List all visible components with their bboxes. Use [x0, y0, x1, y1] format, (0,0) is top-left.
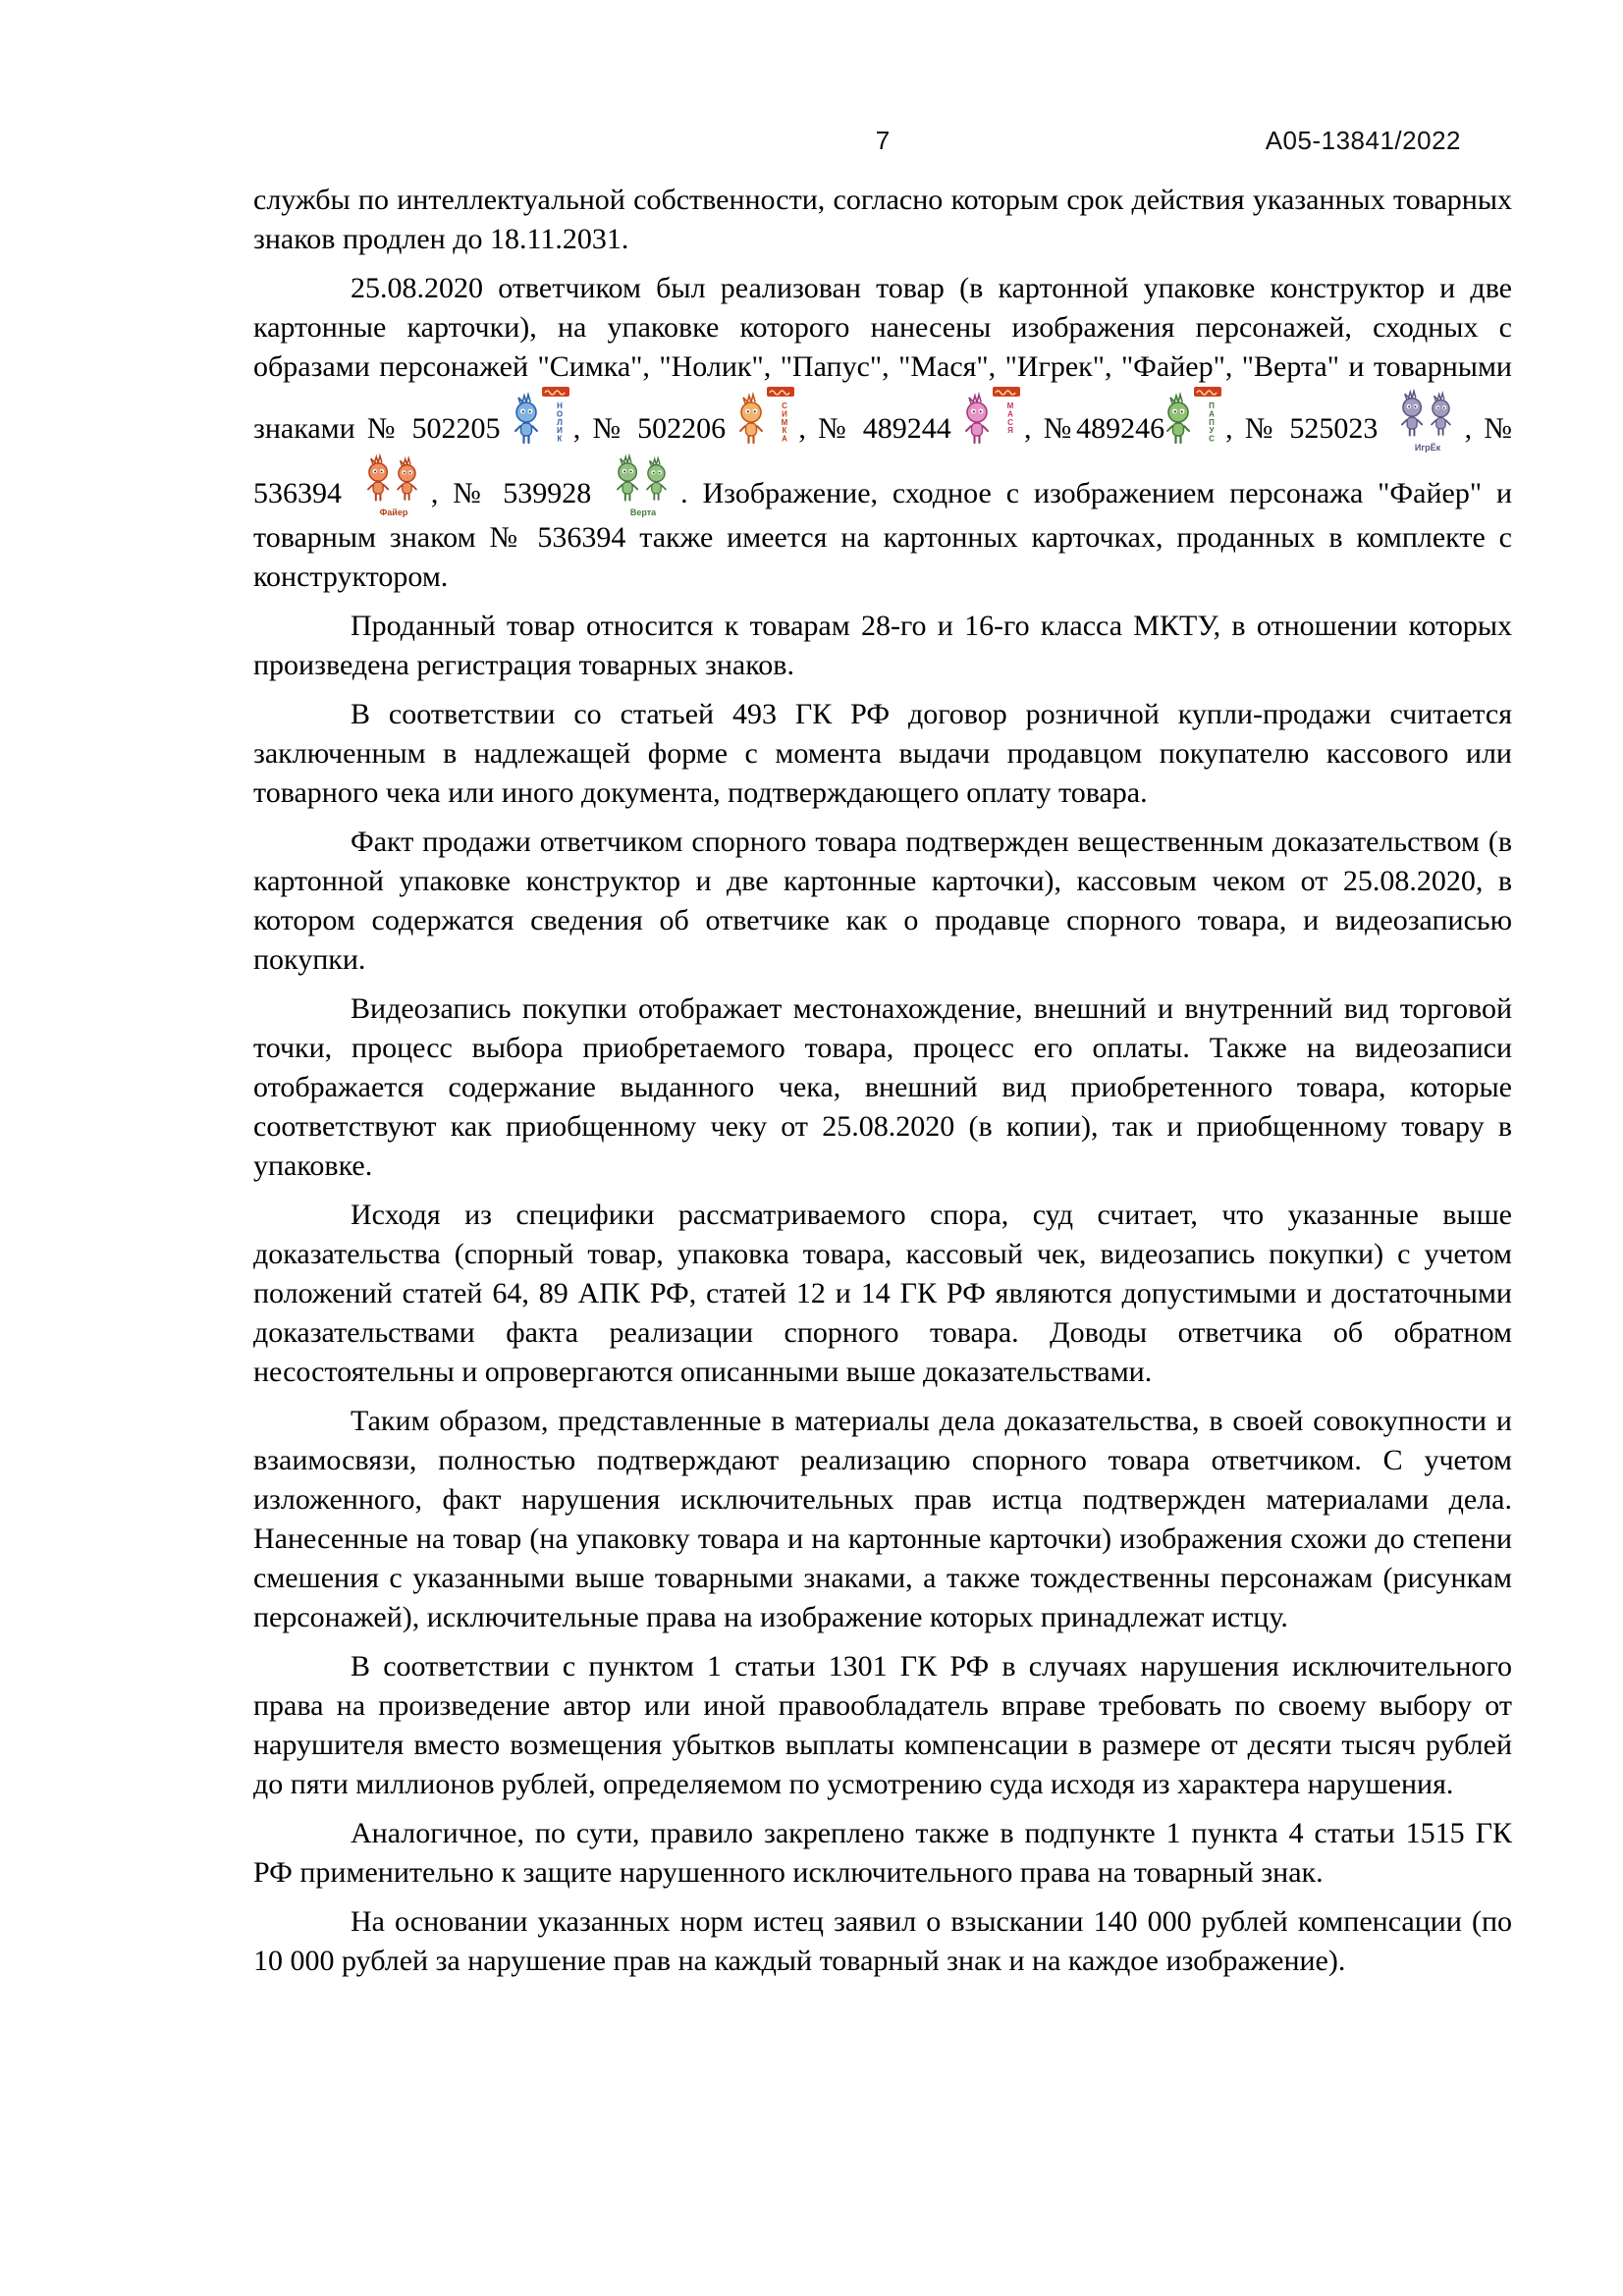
paragraph [253, 1647, 1512, 1804]
svg-text:ИгрЁк: ИгрЁк [1414, 443, 1440, 453]
page-number: 7 [875, 126, 891, 155]
paragraph [253, 823, 1512, 980]
text-run: 25.08.2020 ответчиком был реализован товар (в картонной упаковке конструктор и две картонные карточки), на упаковке которого нанесены изображения персонажей, сходных с образами персонажей "Симка", "Нолик", "Папус", "Мася", "Игрек", "Файер", "Верта" и товарными знаками № 502205 [253, 272, 1512, 445]
trademark-figure-525023-icon [1390, 389, 1465, 454]
trademark-figure-489246-icon [1164, 387, 1225, 448]
text-run: , № 539928 [430, 477, 607, 509]
trademark-figure-539928-icon [606, 454, 680, 518]
trademark-figure-502205-icon [513, 387, 573, 448]
svg-text:МАСЯ: М А С Я [1006, 401, 1014, 436]
trademark-figure-489244-icon [963, 387, 1024, 448]
paragraph [253, 269, 1512, 597]
text-run: В соответствии со статьей 493 ГК РФ договор розничной купли-продажи считается заключенным в надлежащей форме с момента выдачи продавцом покупателю кассового или товарного чека или иного документа, подтверждающего оплату товара. [253, 698, 1512, 809]
text-run: , № 502206 [572, 412, 738, 445]
svg-text:СИМКА: С И М К А [782, 401, 788, 444]
text-run: Проданный товар относится к товарам 28-го и 16-го класса МКТУ, в отношении которых произведена регистрация товарных знаков. [253, 610, 1512, 681]
paragraph [253, 1814, 1512, 1893]
text-run: Аналогичное, по сути, правило закреплено также в подпункте 1 пункта 4 статьи 1515 ГК РФ применительно к защите нарушенного исключительного права на товарный знак. [253, 1817, 1512, 1889]
trademark-figure-536394-icon [356, 454, 431, 518]
paragraph [253, 989, 1512, 1186]
text-run: На основании указанных норм истец заявил о взыскании 140 000 рублей компенсации (по 10 000 рублей за нарушение прав на каждый товарный знак и на каждое изображение). [253, 1905, 1512, 1977]
text-run: Исходя из специфики рассматриваемого спора, суд считает, что указанные выше доказательства (спорный товар, упаковка товара, кассовый чек, видеозапись покупки) с учетом положений статей 64, 89 АПК РФ, статей 12 и 14 ГК РФ являются допустимыми и достаточными доказательствами факта реализации спорного товара. Доводы ответчика об обратном несостоятельны и опровергаются описанными выше доказательствами. [253, 1199, 1512, 1388]
text-run: , № 525023 [1225, 412, 1390, 445]
paragraph [253, 1196, 1512, 1392]
text-run: службы по интеллектуальной собственности, согласно которым срок действия указанных товарных знаков продлен до 18.11.2031. [253, 184, 1512, 255]
paragraph [253, 181, 1512, 259]
text-run: Факт продажи ответчиком спорного товара подтвержден вещественным доказательством (в картонной упаковке конструктор и две картонные карточки), кассовым чеком от 25.08.2020, в котором содержатся сведения об ответчике как о продавце спорного товара, и видеозаписью покупки. [253, 826, 1512, 976]
svg-text:Верта: Верта [629, 507, 657, 517]
page-header [253, 126, 1512, 165]
paragraph [253, 1902, 1512, 1981]
text-run: . Изображение, сходное с изображением персонажа "Файер" и товарным знаком № 536394 также имеется на картонных карточках, проданных в комплекте с конструктором. [253, 477, 1513, 593]
text-run: В соответствии с пунктом 1 статьи 1301 ГК РФ в случаях нарушения исключительного права на произведение автор или иной правообладатель вправе требовать по своему выбору от нарушителя вместо возмещения убытков выплаты компенсации в размере от десяти тысяч рублей до пяти миллионов рублей, определяемом по усмотрению суда исходя из характера нарушения. [253, 1650, 1512, 1800]
text-run: , №489246 [1023, 412, 1165, 445]
case-number: A05-13841/2022 [1265, 126, 1461, 155]
svg-text:НОЛИК: Н О Л И К [556, 401, 563, 444]
paragraph [253, 695, 1512, 813]
text-run: Видеозапись покупки отображает местонахождение, внешний и внутренний вид торговой точки, процесс выбора приобретаемого товара, процесс его оплаты. Также на видеозаписи отображается содержание выданного чека, внешний вид приобретенного товара, которые соответствуют как приобщенному чеку от 25.08.2020 (в копии), так и приобщенному товару в упаковке. [253, 992, 1512, 1182]
document-body [253, 181, 1512, 1991]
text-run: Таким образом, представленные в материалы дела доказательства, в своей совокупности и взаимосвязи, полностью подтверждают реализацию спорного товара ответчиком. С учетом изложенного, факт нарушения исключительных прав истца подтвержден материалами дела. Нанесенные на товар (на упаковку товара и на картонные карточки) изображения схожи до степени смешения с указанными выше товарными знаками, а также тождественны персонажам (рисункам персонажей), исключительные права на изображение которых принадлежат истцу. [253, 1405, 1512, 1633]
text-run: , № 489244 [798, 412, 963, 445]
trademark-figure-502206-icon [737, 387, 798, 448]
svg-text:Файер: Файер [379, 507, 408, 517]
svg-text:ПАПУС: П А П У С [1209, 401, 1215, 444]
paragraph [253, 607, 1512, 685]
paragraph [253, 1402, 1512, 1637]
text-run: , № 536394 [253, 412, 1513, 509]
